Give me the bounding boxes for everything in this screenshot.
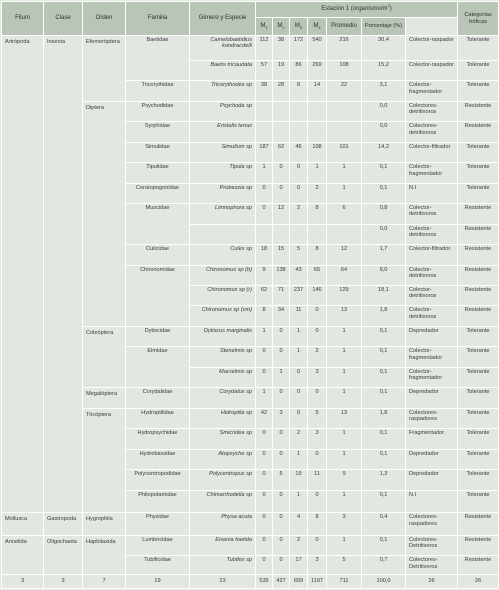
- total-porcentaje: 100,0: [362, 575, 406, 589]
- tolerancia-cell: Tolerante: [458, 142, 499, 162]
- categoria-cell: N.I: [406, 183, 458, 203]
- m2-cell: 3: [273, 408, 290, 428]
- categoria-cell: Colectores-Detritivoros: [406, 536, 458, 556]
- porcentaje-cell: 0,1: [362, 449, 406, 469]
- tolerancia-cell: Tolerante: [458, 326, 499, 346]
- table-row: [2, 536, 499, 556]
- m1-cell: 1: [256, 326, 273, 346]
- categoria-cell: Colector-filtrador: [406, 142, 458, 162]
- header-m3: $M_3$: [290, 18, 308, 36]
- m2-cell: 0: [273, 163, 290, 183]
- especie-cell: Eristalis tenax: [190, 122, 256, 142]
- promedio-cell: 12: [327, 245, 362, 265]
- familia-cell: Tricorythidae: [126, 81, 190, 101]
- m3-cell: 0: [290, 367, 308, 387]
- porcentaje-cell: 0,4: [362, 513, 406, 536]
- header-promedio: Promedio: [327, 18, 362, 36]
- m3-cell: 46: [290, 142, 308, 162]
- m1-cell: 0: [256, 513, 273, 536]
- promedio-cell: 216: [327, 36, 362, 61]
- m1-cell: 0: [256, 490, 273, 513]
- total-m1: 535: [256, 575, 273, 589]
- header-filum: Filum: [2, 2, 44, 36]
- m4-cell: 5: [308, 408, 327, 428]
- m4-cell: 0: [308, 306, 327, 326]
- promedio-cell: 1: [327, 490, 362, 513]
- especie-cell: [190, 224, 256, 244]
- clase-cell: Oligochaeta: [44, 536, 83, 575]
- tolerancia-cell: Resistente: [458, 245, 499, 265]
- promedio-cell: 1: [327, 536, 362, 556]
- tolerancia-cell: Tolerante: [458, 36, 499, 61]
- m4-cell: 8: [308, 513, 327, 536]
- porcentaje-cell: 0,1: [362, 326, 406, 346]
- orden-cell: Hygrophila: [83, 513, 126, 536]
- m2-cell: 0: [273, 513, 290, 536]
- categoria-cell: Depredador: [406, 449, 458, 469]
- porcentaje-cell: 0,1: [362, 429, 406, 449]
- tolerancia-cell: Tolerante: [458, 163, 499, 183]
- promedio-cell: 22: [327, 81, 362, 101]
- m2-cell: 19: [273, 61, 290, 81]
- m3-cell: 11: [290, 306, 308, 326]
- categoria-cell: Colector-raspador: [406, 36, 458, 61]
- m1-cell: [256, 122, 273, 142]
- especie-cell: Chironomus sp (b): [190, 265, 256, 285]
- familia-cell: Tubificidae: [126, 556, 190, 575]
- especie-cell: Corydalus sp: [190, 388, 256, 408]
- familia-cell: Corydalidae: [126, 388, 190, 408]
- m1-cell: 112: [256, 36, 273, 61]
- m4-cell: 14: [308, 81, 327, 101]
- m1-cell: 57: [256, 61, 273, 81]
- promedio-cell: 64: [327, 265, 362, 285]
- m4-cell: 540: [308, 36, 327, 61]
- m2-cell: [273, 101, 290, 121]
- promedio-cell: 101: [327, 142, 362, 162]
- m2-cell: 0: [273, 388, 290, 408]
- m1-cell: 1: [256, 388, 273, 408]
- categoria-cell: Colector-detritivoros: [406, 224, 458, 244]
- especie-cell: Probezzia sp: [190, 183, 256, 203]
- familia-cell: Philopotamidae: [126, 490, 190, 513]
- porcentaje-cell: 1,8: [362, 408, 406, 428]
- m2-cell: 0: [273, 536, 290, 556]
- m1-cell: 187: [256, 142, 273, 162]
- especie-cell: Chironomus sp (vm): [190, 306, 256, 326]
- familia-cell: Ceratopogonidae: [126, 183, 190, 203]
- m1-cell: 0: [256, 367, 273, 387]
- categoria-cell: Colector-fragmentador: [406, 367, 458, 387]
- tolerancia-cell: Resistente: [458, 306, 499, 326]
- porcentaje-cell: 15,2: [362, 61, 406, 81]
- porcentaje-cell: 30,4: [362, 36, 406, 61]
- especie-cell: Eisenia foetida: [190, 536, 256, 556]
- m2-cell: 1: [273, 367, 290, 387]
- m1-cell: 62: [256, 286, 273, 306]
- tolerancia-cell: Tolerante: [458, 388, 499, 408]
- m3-cell: 0: [290, 388, 308, 408]
- especie-cell: Simulium sp: [190, 142, 256, 162]
- m2-cell: 5: [273, 470, 290, 490]
- m1-cell: 0: [256, 183, 273, 203]
- promedio-cell: 108: [327, 61, 362, 81]
- m4-cell: [308, 122, 327, 142]
- familia-cell: Culicidae: [126, 245, 190, 265]
- orden-cell: Efemeróptera: [83, 36, 126, 102]
- porcentaje-cell: 0,7: [362, 556, 406, 575]
- m3-cell: 17: [290, 556, 308, 575]
- porcentaje-cell: 1,3: [362, 470, 406, 490]
- species-table: [1, 1, 499, 589]
- promedio-cell: 9: [327, 470, 362, 490]
- m3-cell: 2: [290, 536, 308, 556]
- m4-cell: 0: [308, 449, 327, 469]
- familia-cell: Hydrobiosidae: [126, 449, 190, 469]
- porcentaje-cell: 0,1: [362, 183, 406, 203]
- m1-cell: 38: [256, 81, 273, 101]
- tolerancia-cell: Tolerante: [458, 408, 499, 428]
- especie-cell: Physa acuta: [190, 513, 256, 536]
- m3-cell: 0: [290, 408, 308, 428]
- tolerancia-cell: Tolerante: [458, 61, 499, 81]
- header-m2: $M_2$: [273, 18, 290, 36]
- familia-cell: Polycentropodidae: [126, 470, 190, 490]
- total-especie: 23: [190, 575, 256, 589]
- m1-cell: [256, 101, 273, 121]
- m4-cell: 0: [308, 388, 327, 408]
- promedio-cell: 1: [327, 449, 362, 469]
- promedio-cell: [327, 224, 362, 244]
- total-clase: 3: [44, 575, 83, 589]
- m3-cell: 1: [290, 347, 308, 367]
- m1-cell: 1: [256, 163, 273, 183]
- categoria-cell: Colector-detritivoros: [406, 306, 458, 326]
- total-promedio: 711: [327, 575, 362, 589]
- categoria-cell: Colectores-raspadores: [406, 513, 458, 536]
- tolerancia-cell: Resistente: [458, 101, 499, 121]
- familia-cell: Syrphidae: [126, 122, 190, 142]
- tolerancia-cell: Resistente: [458, 224, 499, 244]
- m2-cell: 15: [273, 245, 290, 265]
- header-m1: $M_1$: [256, 18, 273, 36]
- porcentaje-cell: 0,0: [362, 224, 406, 244]
- categoria-cell: Fragmentador: [406, 429, 458, 449]
- promedio-cell: 1: [327, 163, 362, 183]
- m2-cell: 38: [273, 36, 290, 61]
- especie-cell: Baetis tricaudata: [190, 61, 256, 81]
- porcentaje-cell: 0,8: [362, 204, 406, 224]
- porcentaje-cell: 0,0: [362, 122, 406, 142]
- m3-cell: 237: [290, 286, 308, 306]
- promedio-cell: 129: [327, 286, 362, 306]
- filum-cell: Annelida: [2, 536, 44, 575]
- tolerancia-cell: Tolerante: [458, 490, 499, 513]
- header-estacion: Estación 1 $(organismo/m^2)$: [256, 2, 458, 18]
- porcentaje-cell: 9,0: [362, 265, 406, 285]
- m2-cell: 0: [273, 490, 290, 513]
- total-m4: 1197: [308, 575, 327, 589]
- m1-cell: 0: [256, 347, 273, 367]
- especie-cell: Stenelmis sp: [190, 347, 256, 367]
- m2-cell: [273, 224, 290, 244]
- especie-cell: Tipula sp: [190, 163, 256, 183]
- header-clase: Clase: [44, 2, 83, 36]
- m3-cell: 1: [290, 449, 308, 469]
- m2-cell: 71: [273, 286, 290, 306]
- especie-cell: Hidroptila sp: [190, 408, 256, 428]
- header-orden: Orden: [83, 2, 126, 36]
- m4-cell: 0: [308, 490, 327, 513]
- porcentaje-cell: 18,1: [362, 286, 406, 306]
- tolerancia-cell: Tolerante: [458, 81, 499, 101]
- porcentaje-cell: 0,1: [362, 536, 406, 556]
- table-row: [2, 513, 499, 536]
- tolerancia-cell: Tolerante: [458, 347, 499, 367]
- m2-cell: [273, 122, 290, 142]
- porcentaje-cell: 1,7: [362, 245, 406, 265]
- porcentaje-cell: 0,1: [362, 163, 406, 183]
- categoria-cell: Depredador: [406, 470, 458, 490]
- m2-cell: 28: [273, 81, 290, 101]
- promedio-cell: 5: [327, 556, 362, 575]
- especie-cell: Polycentropus sp: [190, 470, 256, 490]
- tolerancia-cell: Tolerante: [458, 449, 499, 469]
- promedio-cell: 1: [327, 367, 362, 387]
- promedio-cell: 13: [327, 408, 362, 428]
- categoria-cell: Colector-filtrador: [406, 245, 458, 265]
- familia-cell: Baetidae: [126, 36, 190, 81]
- m4-cell: 11: [308, 470, 327, 490]
- categoria-cell: Depredador: [406, 388, 458, 408]
- clase-cell: Gastropoda: [44, 513, 83, 536]
- tolerancia-cell: Tolerante: [458, 470, 499, 490]
- m1-cell: 42: [256, 408, 273, 428]
- m1-cell: 0: [256, 429, 273, 449]
- especie-cell: Dytiscus marginalis: [190, 326, 256, 346]
- porcentaje-cell: 14,2: [362, 142, 406, 162]
- total-orden: 7: [83, 575, 126, 589]
- header-genero-especie: Género y Especie: [190, 2, 256, 36]
- m4-cell: [308, 224, 327, 244]
- promedio-cell: 1: [327, 429, 362, 449]
- m4-cell: 0: [308, 326, 327, 346]
- categoria-cell: Colector-detritivoros: [406, 204, 458, 224]
- m3-cell: 43: [290, 265, 308, 285]
- m3-cell: 172: [290, 36, 308, 61]
- total-tolerancia: 26: [458, 575, 499, 589]
- especie-cell: Psychoda sp: [190, 101, 256, 121]
- familia-cell: Chironomidae: [126, 265, 190, 326]
- familia-cell: Lumbricidae: [126, 536, 190, 556]
- total-categorias: 26: [406, 575, 458, 589]
- familia-cell: Dytiscidae: [126, 326, 190, 346]
- orden-cell: Haplotaxida: [83, 536, 126, 575]
- m1-cell: 0: [256, 449, 273, 469]
- categoria-cell: Colector-detritivoros: [406, 286, 458, 306]
- promedio-cell: 1: [327, 388, 362, 408]
- porcentaje-cell: 0,1: [362, 490, 406, 513]
- m3-cell: 1: [290, 490, 308, 513]
- promedio-cell: 13: [327, 306, 362, 326]
- m4-cell: 2: [308, 347, 327, 367]
- familia-cell: Muscidae: [126, 204, 190, 245]
- m1-cell: [256, 224, 273, 244]
- categoria-cell: N.I: [406, 490, 458, 513]
- m3-cell: 4: [290, 513, 308, 536]
- tolerancia-cell: Resistente: [458, 556, 499, 575]
- familia-cell: Hydroptilidae: [126, 408, 190, 428]
- especie-cell: Tricorythodes sp: [190, 81, 256, 101]
- m3-cell: [290, 122, 308, 142]
- filum-cell: Artrópoda: [2, 36, 44, 513]
- promedio-cell: [327, 101, 362, 121]
- categoria-cell: Colectores-detritivoros: [406, 101, 458, 121]
- orden-cell: Diptera: [83, 101, 126, 326]
- m4-cell: [308, 101, 327, 121]
- m4-cell: 146: [308, 286, 327, 306]
- filum-cell: Mollusca: [2, 513, 44, 536]
- familia-cell: Tipulidae: [126, 163, 190, 183]
- especie-cell: Limnophora sp: [190, 204, 256, 224]
- m2-cell: 138: [273, 265, 290, 285]
- tolerancia-cell: Resistente: [458, 513, 499, 536]
- m4-cell: 1: [308, 163, 327, 183]
- m3-cell: 8: [290, 81, 308, 101]
- m2-cell: 0: [273, 449, 290, 469]
- m4-cell: 2: [308, 183, 327, 203]
- total-m2: 427: [273, 575, 290, 589]
- especie-cell: Macrelmis sp: [190, 367, 256, 387]
- m2-cell: 0: [273, 347, 290, 367]
- especie-cell: Culex sp: [190, 245, 256, 265]
- promedio-cell: 6: [327, 204, 362, 224]
- especie-cell: Camelobaetidius kondracdelli: [190, 36, 256, 61]
- porcentaje-cell: 0,1: [362, 388, 406, 408]
- m3-cell: 1: [290, 326, 308, 346]
- porcentaje-cell: 0,0: [362, 101, 406, 121]
- categoria-cell: Colector-fragmentador: [406, 81, 458, 101]
- tolerancia-cell: Resistente: [458, 204, 499, 224]
- promedio-cell: 1: [327, 347, 362, 367]
- especie-cell: Tubifex sp: [190, 556, 256, 575]
- porcentaje-cell: 3,1: [362, 81, 406, 101]
- orden-cell: Coleóptera: [83, 326, 126, 387]
- familia-cell: Psychodidae: [126, 101, 190, 121]
- m1-cell: 8: [256, 306, 273, 326]
- familia-cell: Hydropsychidae: [126, 429, 190, 449]
- m4-cell: 8: [308, 204, 327, 224]
- tolerancia-cell: Tolerante: [458, 429, 499, 449]
- m3-cell: 2: [290, 429, 308, 449]
- promedio-cell: [327, 122, 362, 142]
- header-porcentaje: Porcentaje (%): [362, 18, 406, 36]
- especie-cell: Chironomus sp (r): [190, 286, 256, 306]
- tolerancia-cell: Resistente: [458, 265, 499, 285]
- total-m3: 659: [290, 575, 308, 589]
- m1-cell: 0: [256, 204, 273, 224]
- m2-cell: 0: [273, 326, 290, 346]
- m3-cell: 86: [290, 61, 308, 81]
- m3-cell: [290, 224, 308, 244]
- categoria-cell: Colector-detritivoros: [406, 265, 458, 285]
- m4-cell: 108: [308, 142, 327, 162]
- m4-cell: 3: [308, 429, 327, 449]
- categoria-cell: Colector-raspador: [406, 61, 458, 81]
- categoria-cell: Colector-fragmentador: [406, 163, 458, 183]
- tolerancia-cell: Resistente: [458, 286, 499, 306]
- m2-cell: 62: [273, 142, 290, 162]
- tolerancia-cell: Resistente: [458, 536, 499, 556]
- promedio-cell: 3: [327, 513, 362, 536]
- m1-cell: 0: [256, 556, 273, 575]
- porcentaje-cell: 1,8: [362, 306, 406, 326]
- header-m4: $M_4$: [308, 18, 327, 36]
- tolerancia-cell: Tolerante: [458, 183, 499, 203]
- m1-cell: 0: [256, 470, 273, 490]
- porcentaje-cell: 0,1: [362, 367, 406, 387]
- m4-cell: 0: [308, 536, 327, 556]
- total-familia: 19: [126, 575, 190, 589]
- especie-cell: Atopsyche sp: [190, 449, 256, 469]
- orden-cell: Tricóptera: [83, 408, 126, 513]
- categoria-cell: Colectores-Detritivoros: [406, 556, 458, 575]
- promedio-cell: 1: [327, 183, 362, 203]
- m2-cell: 34: [273, 306, 290, 326]
- m3-cell: 5: [290, 245, 308, 265]
- m1-cell: 9: [256, 265, 273, 285]
- clase-cell: Insecta: [44, 36, 83, 513]
- m2-cell: 12: [273, 204, 290, 224]
- tolerancia-cell: Tolerante: [458, 367, 499, 387]
- header-categorias: Categorías tróficas: [458, 2, 499, 36]
- categoria-cell: Colectores-raspadores: [406, 408, 458, 428]
- m1-cell: 0: [256, 536, 273, 556]
- especie-cell: Chimarrhodella sp: [190, 490, 256, 513]
- porcentaje-cell: 0,1: [362, 347, 406, 367]
- m2-cell: 0: [273, 429, 290, 449]
- table-row: [2, 36, 499, 61]
- tolerancia-cell: Resistente: [458, 122, 499, 142]
- m4-cell: 3: [308, 556, 327, 575]
- m2-cell: 0: [273, 183, 290, 203]
- m4-cell: 269: [308, 61, 327, 81]
- categoria-cell: Colectores-detritivoros: [406, 122, 458, 142]
- orden-cell: Megalóptera: [83, 388, 126, 408]
- categoria-cell: Colector-fragmentador: [406, 347, 458, 367]
- m3-cell: 0: [290, 163, 308, 183]
- totals-row: [2, 575, 499, 589]
- header-familia: Familia: [126, 2, 190, 36]
- m3-cell: [290, 101, 308, 121]
- familia-cell: Elmidae: [126, 347, 190, 388]
- total-filum: 3: [2, 575, 44, 589]
- m2-cell: 0: [273, 556, 290, 575]
- m4-cell: 3: [308, 367, 327, 387]
- promedio-cell: 1: [327, 326, 362, 346]
- familia-cell: Physidae: [126, 513, 190, 536]
- m1-cell: 18: [256, 245, 273, 265]
- m4-cell: 65: [308, 265, 327, 285]
- m4-cell: 8: [308, 245, 327, 265]
- m3-cell: 19: [290, 470, 308, 490]
- m3-cell: 2: [290, 204, 308, 224]
- m3-cell: 0: [290, 183, 308, 203]
- categoria-cell: Depredador: [406, 326, 458, 346]
- familia-cell: Simulidae: [126, 142, 190, 162]
- especie-cell: Smicridea sp: [190, 429, 256, 449]
